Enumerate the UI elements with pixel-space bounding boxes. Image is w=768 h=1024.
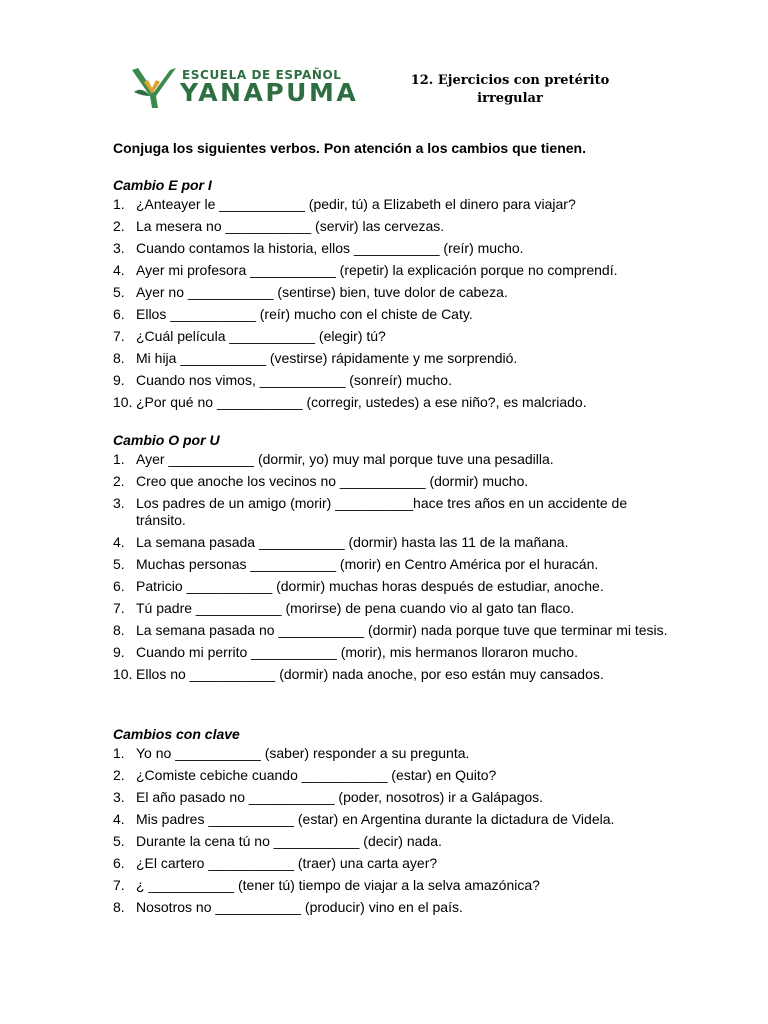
exercise-text: El año pasado no ___________ (poder, nosotros) ir a Galápagos. bbox=[136, 789, 544, 805]
exercise-item: 5. Muchas personas ___________ (morir) en Centro América por el huracán. bbox=[113, 556, 599, 572]
exercise-item: 10. ¿Por qué no ___________ (corregir, ustedes) a ese niño?, es malcriado. bbox=[113, 394, 587, 410]
exercise-item: 6. ¿El cartero ___________ (traer) una carta ayer? bbox=[113, 855, 438, 871]
section-heading: Cambio O por U bbox=[113, 432, 220, 448]
exercise-item: 3. El año pasado no ___________ (poder, nosotros) ir a Galápagos. bbox=[113, 789, 544, 805]
exercise-text: Ayer no ___________ (sentirse) bien, tuve dolor de cabeza. bbox=[136, 284, 508, 300]
exercise-text: La mesera no ___________ (servir) las cervezas. bbox=[136, 218, 445, 234]
exercise-item: 8. Nosotros no ___________ (producir) vino en el país. bbox=[113, 899, 463, 915]
exercise-text: ¿Por qué no ___________ (corregir, ustedes) a ese niño?, es malcriado. bbox=[136, 394, 587, 410]
exercise-text: Mis padres ___________ (estar) en Argentina durante la dictadura de Videla. bbox=[136, 811, 615, 827]
yanapuma-logo-icon bbox=[130, 66, 178, 110]
exercise-text: ¿ ___________ (tener tú) tiempo de viajar a la selva amazónica? bbox=[136, 877, 540, 893]
exercise-text: Cuando contamos la historia, ellos ___________ (reír) mucho. bbox=[136, 240, 524, 256]
exercise-item: 7. ¿ ___________ (tener tú) tiempo de viajar a la selva amazónica? bbox=[113, 877, 540, 893]
exercise-item: 1. ¿Anteayer le ___________ (pedir, tú) a Elizabeth el dinero para viajar? bbox=[113, 196, 576, 212]
section-cambio-e-por-i bbox=[113, 177, 673, 416]
exercise-item: 6. Patricio ___________ (dormir) muchas horas después de estudiar, anoche. bbox=[113, 578, 604, 594]
exercise-item: 5. Durante la cena tú no ___________ (decir) nada. bbox=[113, 833, 442, 849]
school-logo bbox=[130, 62, 360, 110]
instructions: Conjuga los siguientes verbos. Pon atención a los cambios que tienen. bbox=[113, 140, 586, 156]
exercise-text: Patricio ___________ (dormir) muchas horas después de estudiar, anoche. bbox=[136, 578, 604, 594]
exercise-item: 3. Cuando contamos la historia, ellos ___________ (reír) mucho. bbox=[113, 240, 524, 256]
exercise-text: Nosotros no ___________ (producir) vino en el país. bbox=[136, 899, 463, 915]
exercise-item: 7. Tú padre ___________ (morirse) de pena cuando vio al gato tan flaco. bbox=[113, 600, 575, 616]
logo-main-text: YANAPUMA bbox=[180, 78, 359, 107]
exercise-item: 4. La semana pasada ___________ (dormir) hasta las 11 de la mañana. bbox=[113, 534, 569, 550]
exercise-text: Tú padre ___________ (morirse) de pena cuando vio al gato tan flaco. bbox=[136, 600, 575, 616]
exercise-item: 2. Creo que anoche los vecinos no ___________ (dormir) mucho. bbox=[113, 473, 529, 489]
section-heading: Cambios con clave bbox=[113, 726, 240, 742]
exercise-text: La semana pasada no ___________ (dormir) nada porque tuve que terminar mi tesis. bbox=[136, 622, 668, 638]
exercise-item: 2. ¿Comiste cebiche cuando ___________ (estar) en Quito? bbox=[113, 767, 497, 783]
exercise-item: 6. Ellos ___________ (reír) mucho con el chiste de Caty. bbox=[113, 306, 473, 322]
exercise-text: Mi hija ___________ (vestirse) rápidamente y me sorprendió. bbox=[136, 350, 518, 366]
exercise-text: Ellos ___________ (reír) mucho con el chiste de Caty. bbox=[136, 306, 473, 322]
exercise-item: 1. Ayer ___________ (dormir, yo) muy mal porque tuve una pesadilla. bbox=[113, 451, 554, 467]
exercise-item: 1. Yo no ___________ (saber) responder a su pregunta. bbox=[113, 745, 470, 761]
exercise-text: Durante la cena tú no ___________ (decir) nada. bbox=[136, 833, 442, 849]
exercise-text: Yo no ___________ (saber) responder a su pregunta. bbox=[136, 745, 470, 761]
section-cambios-con-clave bbox=[113, 726, 673, 921]
section-heading: Cambio E por I bbox=[113, 177, 212, 193]
exercise-item: 2. La mesera no ___________ (servir) las cervezas. bbox=[113, 218, 445, 234]
exercise-item: 5. Ayer no ___________ (sentirse) bien, tuve dolor de cabeza. bbox=[113, 284, 508, 300]
exercise-text: ¿El cartero ___________ (traer) una carta ayer? bbox=[136, 855, 438, 871]
title-line-2: irregular bbox=[477, 91, 543, 106]
exercise-text: Muchas personas ___________ (morir) en Centro América por el huracán. bbox=[136, 556, 599, 572]
exercise-item: 8. La semana pasada no ___________ (dormir) nada porque tuve que terminar mi tesis. bbox=[113, 622, 668, 638]
exercise-text: ¿Anteayer le ___________ (pedir, tú) a Elizabeth el dinero para viajar? bbox=[136, 196, 576, 212]
exercise-text: ¿Comiste cebiche cuando ___________ (estar) en Quito? bbox=[136, 767, 497, 783]
section-cambio-o-por-u bbox=[113, 432, 673, 688]
exercise-item: 9. Cuando mi perrito ___________ (morir), mis hermanos lloraron mucho. bbox=[113, 644, 578, 660]
exercise-text: Ayer ___________ (dormir, yo) muy mal porque tuve una pesadilla. bbox=[136, 451, 554, 467]
exercise-item: 8. Mi hija ___________ (vestirse) rápidamente y me sorprendió. bbox=[113, 350, 518, 366]
exercise-item: 3. Los padres de un amigo (morir) __________hace tres años en un accidente de tránsito. bbox=[113, 495, 628, 528]
exercise-text: Cuando mi perrito ___________ (morir), mis hermanos lloraron mucho. bbox=[136, 644, 578, 660]
title-line-1: 12. Ejercicios con pretérito bbox=[410, 73, 610, 88]
exercise-text: Creo que anoche los vecinos no ___________ (dormir) mucho. bbox=[136, 473, 529, 489]
exercise-item: 9. Cuando nos vimos, ___________ (sonreír) mucho. bbox=[113, 372, 452, 388]
logo-top-text: ESCUELA DE ESPAÑOL bbox=[182, 68, 342, 82]
exercise-item: 7. ¿Cuál película ___________ (elegir) tú? bbox=[113, 328, 386, 344]
exercise-text: Ellos no ___________ (dormir) nada anoche, por eso están muy cansados. bbox=[136, 666, 604, 682]
document-title bbox=[410, 72, 610, 108]
exercise-item: 10. Ellos no ___________ (dormir) nada anoche, por eso están muy cansados. bbox=[113, 666, 604, 682]
exercise-text: ¿Cuál película ___________ (elegir) tú? bbox=[136, 328, 386, 344]
exercise-text: Ayer mi profesora ___________ (repetir) la explicación porque no comprendí. bbox=[136, 262, 618, 278]
exercise-text: La semana pasada ___________ (dormir) hasta las 11 de la mañana. bbox=[136, 534, 569, 550]
exercise-text: Cuando nos vimos, ___________ (sonreír) mucho. bbox=[136, 372, 452, 388]
exercise-item: 4. Mis padres ___________ (estar) en Argentina durante la dictadura de Videla. bbox=[113, 811, 615, 827]
exercise-item: 4. Ayer mi profesora ___________ (repetir) la explicación porque no comprendí. bbox=[113, 262, 618, 278]
exercise-text: Los padres de un amigo (morir) __________hace tres años en un accidente de tránsito. bbox=[136, 495, 628, 528]
